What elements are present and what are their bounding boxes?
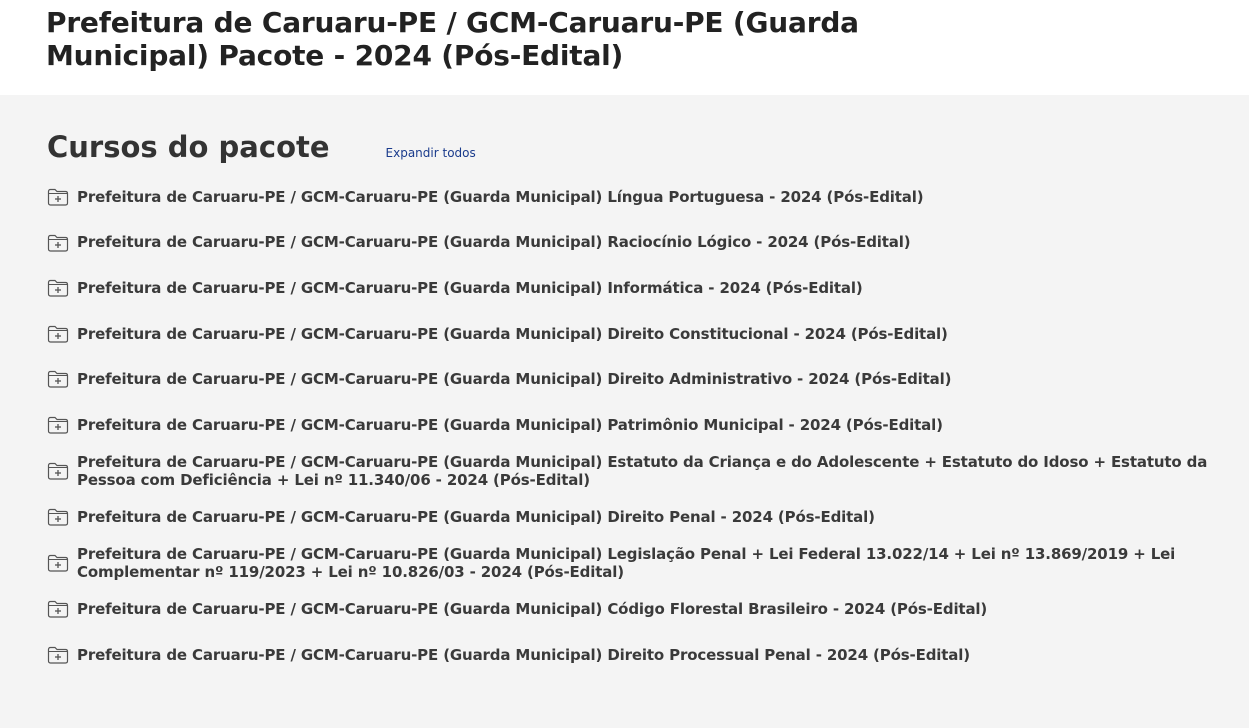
package-courses-section: [0, 95, 1249, 673]
course-item-3[interactable]: [47, 270, 1227, 306]
course-item-4[interactable]: [47, 316, 1227, 352]
course-label: Prefeitura de Caruaru-PE / GCM-Caruaru-PE (Guarda Municipal) Patrimônio Municipal - 2024 (Pós-Edital): [77, 415, 943, 434]
course-item-8[interactable]: [47, 499, 1227, 535]
course-label: Prefeitura de Caruaru-PE / GCM-Caruaru-PE (Guarda Municipal) Informática - 2024 (Pós-Edital): [77, 278, 863, 297]
course-list: [47, 179, 1227, 673]
course-item-9[interactable]: [47, 545, 1227, 582]
course-label: Prefeitura de Caruaru-PE / GCM-Caruaru-PE (Guarda Municipal) Língua Portuguesa - 2024 (Pós-Edital): [77, 187, 924, 206]
course-label: Prefeitura de Caruaru-PE / GCM-Caruaru-PE (Guarda Municipal) Direito Processual Penal - 2024 (Pós-Edital): [77, 645, 970, 664]
course-item-10[interactable]: [47, 591, 1227, 627]
course-item-7[interactable]: [47, 453, 1227, 490]
course-label: Prefeitura de Caruaru-PE / GCM-Caruaru-PE (Guarda Municipal) Direito Constitucional - 2024 (Pós-Edital): [77, 324, 948, 343]
course-item-1[interactable]: [47, 179, 1227, 215]
page-title: Prefeitura de Caruaru-PE / GCM-Caruaru-PE (Guarda Municipal) Pacote - 2024 (Pós-Edital): [46, 6, 859, 72]
course-label: Prefeitura de Caruaru-PE / GCM-Caruaru-PE (Guarda Municipal) Código Florestal Brasileiro - 2024 (Pós-Edital): [77, 600, 988, 619]
folder-plus-icon: [47, 234, 69, 252]
folder-plus-icon: [47, 416, 69, 434]
folder-plus-icon: [47, 600, 69, 618]
folder-plus-icon: [47, 188, 69, 206]
course-label: Prefeitura de Caruaru-PE / GCM-Caruaru-PE (Guarda Municipal) Legislação Penal + Lei Federal 13.022/14 + Lei nº 13.869/2019 + Lei Complementar nº 119/2023 + Lei nº 10.826/03 - 2024 (Pós-Edital): [77, 544, 1176, 582]
folder-plus-icon: [47, 646, 69, 664]
course-item-5[interactable]: [47, 361, 1227, 397]
section-title: Cursos do pacote: [47, 130, 330, 164]
folder-plus-icon: [47, 279, 69, 297]
folder-plus-icon: [47, 554, 69, 572]
course-item-6[interactable]: [47, 407, 1227, 443]
course-label: Prefeitura de Caruaru-PE / GCM-Caruaru-PE (Guarda Municipal) Raciocínio Lógico - 2024 (Pós-Edital): [77, 233, 911, 252]
course-item-2[interactable]: [47, 225, 1227, 261]
course-label: Prefeitura de Caruaru-PE / GCM-Caruaru-PE (Guarda Municipal) Direito Administrativo - 2024 (Pós-Edital): [77, 370, 952, 389]
folder-plus-icon: [47, 508, 69, 526]
course-label: Prefeitura de Caruaru-PE / GCM-Caruaru-PE (Guarda Municipal) Direito Penal - 2024 (Pós-Edital): [77, 507, 875, 526]
course-label: Prefeitura de Caruaru-PE / GCM-Caruaru-PE (Guarda Municipal) Estatuto da Criança e do Adolescente + Estatuto do Idoso + Estatuto da Pessoa com Deficiência + Lei nº 11.340/06 - 2024 (Pós-Edital): [77, 452, 1208, 490]
expand-all-link[interactable]: Expandir todos: [385, 146, 476, 160]
course-item-11[interactable]: [47, 637, 1227, 673]
folder-plus-icon: [47, 370, 69, 388]
folder-plus-icon: [47, 325, 69, 343]
page-header: [0, 0, 1249, 95]
folder-plus-icon: [47, 462, 69, 480]
section-header: [47, 127, 1249, 167]
